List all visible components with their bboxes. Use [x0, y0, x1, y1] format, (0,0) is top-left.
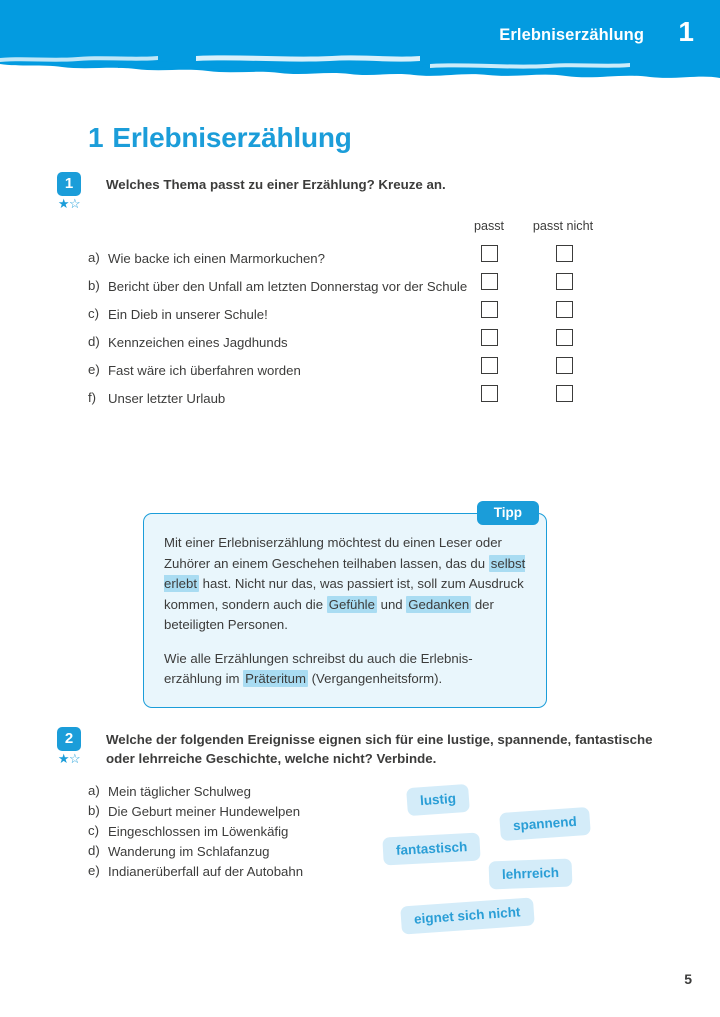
item-marker: a)	[88, 783, 100, 798]
header-banner	[0, 0, 720, 96]
checkbox-passt-nicht-item-d[interactable]	[556, 329, 573, 346]
word-bubble-spannend[interactable]: spannend	[499, 807, 591, 841]
checkbox-passt-item-e[interactable]	[481, 357, 498, 374]
item-marker: d)	[88, 334, 100, 349]
running-header-title: Erlebniserzählung	[499, 26, 644, 44]
checkbox-passt-nicht-item-c[interactable]	[556, 301, 573, 318]
word-bubble-lustig[interactable]: lustig	[406, 784, 470, 816]
item-text: Indianerüberfall auf der Autobahn	[108, 864, 304, 879]
checkbox-passt-nicht-item-a[interactable]	[556, 245, 573, 262]
item-text: Die Geburt meiner Hundewelpen	[108, 804, 301, 819]
tipp-highlight-selbst-erlebt: selbst erlebt	[164, 555, 526, 591]
tipp-p1-text-3: und	[376, 596, 407, 612]
exercise-1-item-list	[88, 250, 468, 418]
tipp-p2-text-1: Wie alle Erzählungen schreibst du auch die Erlebnis-erzählung im	[164, 650, 473, 686]
item-marker: a)	[88, 250, 100, 265]
running-header-chapter-number: 1	[678, 16, 694, 47]
page-number: 5	[684, 971, 692, 987]
item-text: Ein Dieb in unserer Schule!	[108, 307, 268, 322]
item-text: Fast wäre ich überfahren worden	[108, 363, 301, 378]
tipp-highlight-gefuehle: Gefühle	[328, 596, 375, 612]
tipp-box	[143, 513, 547, 708]
exercise-2-item-list	[88, 783, 388, 883]
exercise-1-badge-group	[52, 172, 86, 210]
item-text: Unser letzter Urlaub	[108, 391, 226, 406]
item-text: Wie backe ich einen Marmorkuchen?	[108, 251, 325, 266]
exercise-1-number-badge: 1	[57, 172, 81, 196]
item-marker: e)	[88, 863, 100, 878]
header-banner-shape	[0, 0, 720, 96]
exercise-1-item	[88, 334, 468, 351]
tipp-tab-label: Tipp	[477, 501, 539, 525]
tipp-paragraph-1	[164, 533, 526, 636]
item-marker: d)	[88, 843, 100, 858]
item-marker: c)	[88, 823, 99, 838]
tipp-highlight-gedanken: Gedanken	[408, 596, 470, 612]
exercise-2-item	[88, 863, 388, 880]
item-marker: f)	[88, 390, 97, 405]
exercise-1-item	[88, 278, 468, 295]
exercise-2-item	[88, 783, 388, 800]
checkbox-passt-nicht-item-b[interactable]	[556, 273, 573, 290]
item-marker: b)	[88, 278, 100, 293]
exercise-1-item	[88, 362, 468, 379]
exercise-2-difficulty-stars: ★☆	[57, 751, 81, 766]
exercise-2-item	[88, 843, 388, 860]
checkbox-passt-item-a[interactable]	[481, 245, 498, 262]
page-title-text: Erlebniserzählung	[112, 121, 352, 153]
tipp-paragraph-2	[164, 649, 526, 690]
item-marker: c)	[88, 306, 99, 321]
word-bubble-lehrreich[interactable]: lehrreich	[489, 859, 573, 890]
exercise-1-difficulty-stars: ★☆	[57, 196, 81, 211]
checkbox-passt-item-c[interactable]	[481, 301, 498, 318]
item-marker: e)	[88, 362, 100, 377]
item-marker: b)	[88, 803, 100, 818]
exercise-1-item	[88, 306, 468, 323]
exercise-2-instruction: Welche der folgenden Ereignisse eignen sich für eine lustige, spannende, fantastische oder lehrreiche Geschichte, welche nicht? Verbinde.	[106, 732, 653, 766]
item-text: Mein täglicher Schulweg	[108, 784, 251, 799]
tipp-p1-text-2: hast. Nicht nur das, was passiert ist, soll zum Ausdruck kommen, sondern auch die	[164, 576, 524, 612]
exercise-1-item	[88, 390, 468, 407]
exercise-2-item	[88, 823, 388, 840]
checkbox-passt-item-b[interactable]	[481, 273, 498, 290]
tipp-p1-text-4: der beteiligten Personen.	[164, 596, 494, 632]
page-title	[88, 122, 352, 154]
item-text: Kennzeichen eines Jagdhunds	[108, 335, 288, 350]
page-title-number: 1	[88, 121, 104, 153]
exercise-2-badge-group	[52, 727, 86, 765]
tipp-highlight-praeteritum: Präteritum	[245, 671, 306, 686]
column-header-passt-nicht: passt nicht	[532, 219, 594, 233]
tipp-p2-text-2: (Vergangenheitsform).	[308, 671, 443, 686]
column-header-passt: passt	[473, 219, 505, 233]
exercise-1-instruction: Welches Thema passt zu einer Erzählung? Kreuze an.	[106, 177, 446, 192]
checkbox-passt-nicht-item-e[interactable]	[556, 357, 573, 374]
word-bubble-fantastisch[interactable]: fantastisch	[382, 832, 481, 865]
word-bubble-eignet-sich-nicht[interactable]: eignet sich nicht	[400, 897, 534, 934]
item-text: Eingeschlossen im Löwenkäfig	[108, 824, 289, 839]
tipp-p1-text-1: Mit einer Erlebniserzählung möchtest du einen Leser oder Zuhörer an einem Geschehen teilhaben lassen, das du	[164, 535, 502, 571]
checkbox-passt-item-d[interactable]	[481, 329, 498, 346]
item-text: Bericht über den Unfall am letzten Donnerstag vor der Schule	[108, 279, 468, 294]
exercise-2-number-badge: 2	[57, 727, 81, 751]
checkbox-passt-nicht-item-f[interactable]	[556, 385, 573, 402]
exercise-1-item	[88, 250, 468, 267]
checkbox-passt-item-f[interactable]	[481, 385, 498, 402]
item-text: Wanderung im Schlafanzug	[108, 844, 270, 859]
exercise-2-item	[88, 803, 388, 820]
